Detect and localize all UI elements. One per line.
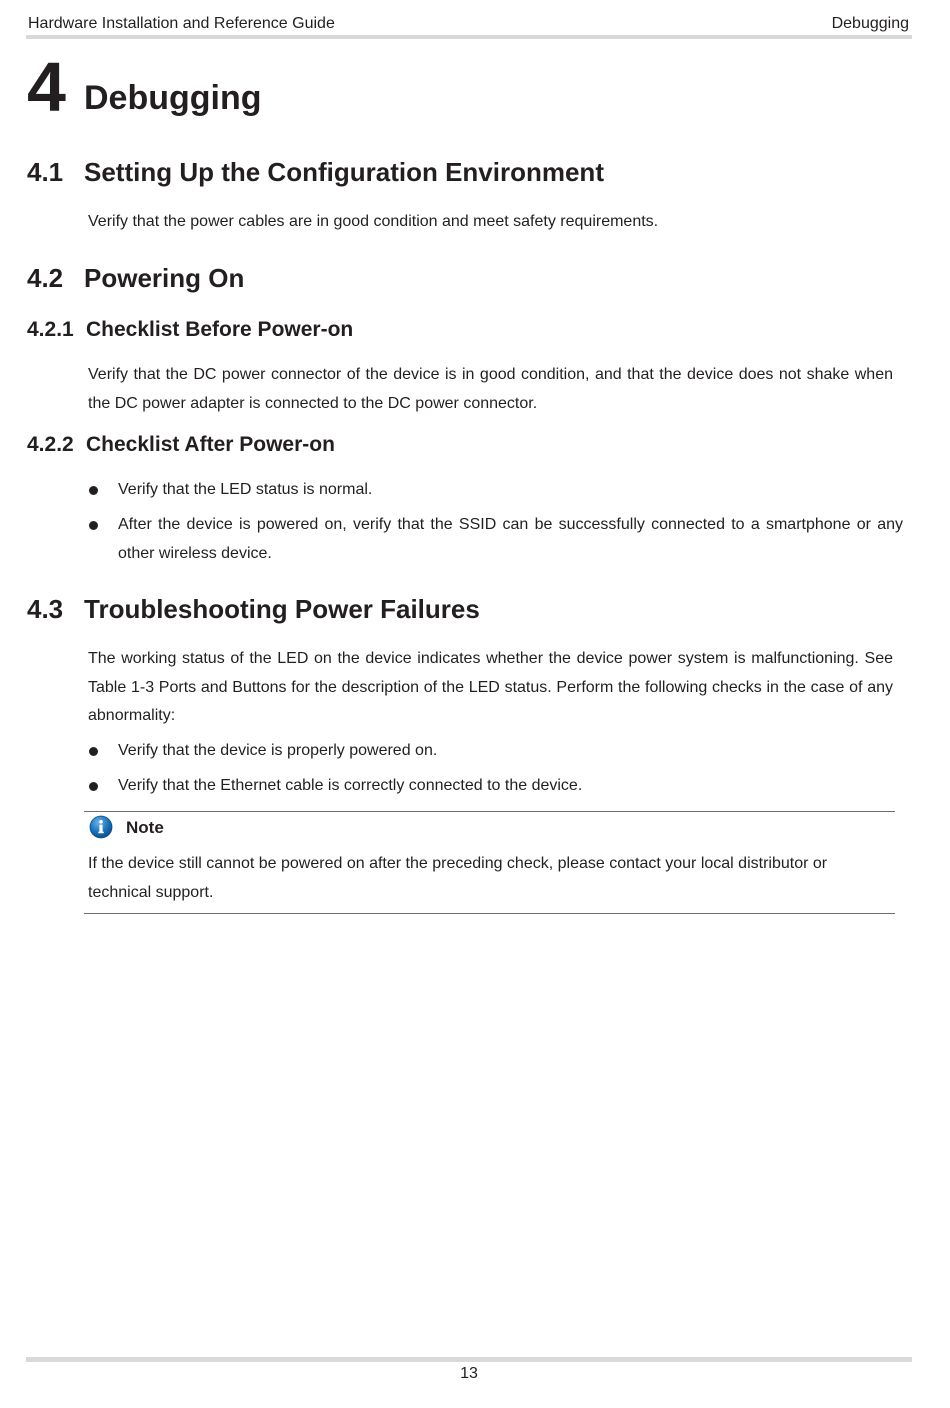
section-heading-4-3 — [27, 593, 480, 625]
section-4-3-body: The working status of the LED on the device indicates whether the device power system is malfunctioning. See Table 1-3 Ports and Buttons for the description of the LED status. Perform the following checks in the case of any abnormality: — [88, 650, 893, 724]
bullet-icon — [89, 521, 98, 530]
page-number: 13 — [460, 1365, 478, 1382]
note-bottom-divider — [84, 913, 895, 914]
subsection-heading-4-2-1 — [27, 317, 353, 343]
list-item — [88, 772, 903, 801]
info-icon — [89, 815, 113, 839]
subsection-title: Checklist Before Power-on — [86, 318, 354, 341]
note-top-divider — [84, 811, 895, 812]
section-number: 4.3 — [27, 594, 64, 624]
subsection-heading-4-2-2 — [27, 432, 335, 458]
header-section-name: Debugging — [831, 15, 909, 32]
note-text: If the device still cannot be powered on after the preceding check, please contact your local distributor or technical support. — [88, 855, 828, 901]
section-4-2-1-body: Verify that the DC power connector of the device is in good condition, and that the device does not shake when the DC power adapter is connected to the DC power connector. — [88, 366, 893, 412]
list-item — [88, 476, 903, 505]
subsection-number: 4.2.1 — [27, 318, 74, 341]
section-heading-4-2 — [27, 262, 244, 294]
subsection-title: Checklist After Power-on — [86, 433, 335, 456]
list-item-text: Verify that the Ethernet cable is correctly connected to the device. — [118, 777, 583, 794]
section-title: Powering On — [84, 263, 245, 293]
chapter-number: 4 — [27, 48, 66, 126]
list-item-text: Verify that the LED status is normal. — [118, 481, 373, 498]
guide-title: Hardware Installation and Reference Guide — [28, 15, 335, 32]
footer-divider — [26, 1357, 912, 1362]
bullet-icon — [89, 747, 98, 756]
section-number: 4.1 — [27, 157, 64, 187]
section-title: Troubleshooting Power Failures — [84, 594, 480, 624]
header-divider — [26, 35, 912, 39]
list-item-text: Verify that the device is properly powered on. — [118, 742, 438, 759]
section-title: Setting Up the Configuration Environment — [84, 157, 604, 187]
note-label: Note — [126, 818, 164, 837]
list-item — [88, 511, 903, 568]
page-header — [28, 14, 909, 34]
section-number: 4.2 — [27, 263, 64, 293]
list-item — [88, 737, 903, 766]
bullet-icon — [89, 782, 98, 791]
subsection-number: 4.2.2 — [27, 433, 74, 456]
chapter-title: Debugging — [84, 79, 262, 117]
section-heading-4-1 — [27, 156, 604, 188]
bullet-icon — [89, 486, 98, 495]
section-4-1-body: Verify that the power cables are in good condition and meet safety requirements. — [88, 213, 659, 230]
list-item-text: After the device is powered on, verify that the SSID can be successfully connected to a smartphone or any other wireless device. — [118, 516, 903, 562]
